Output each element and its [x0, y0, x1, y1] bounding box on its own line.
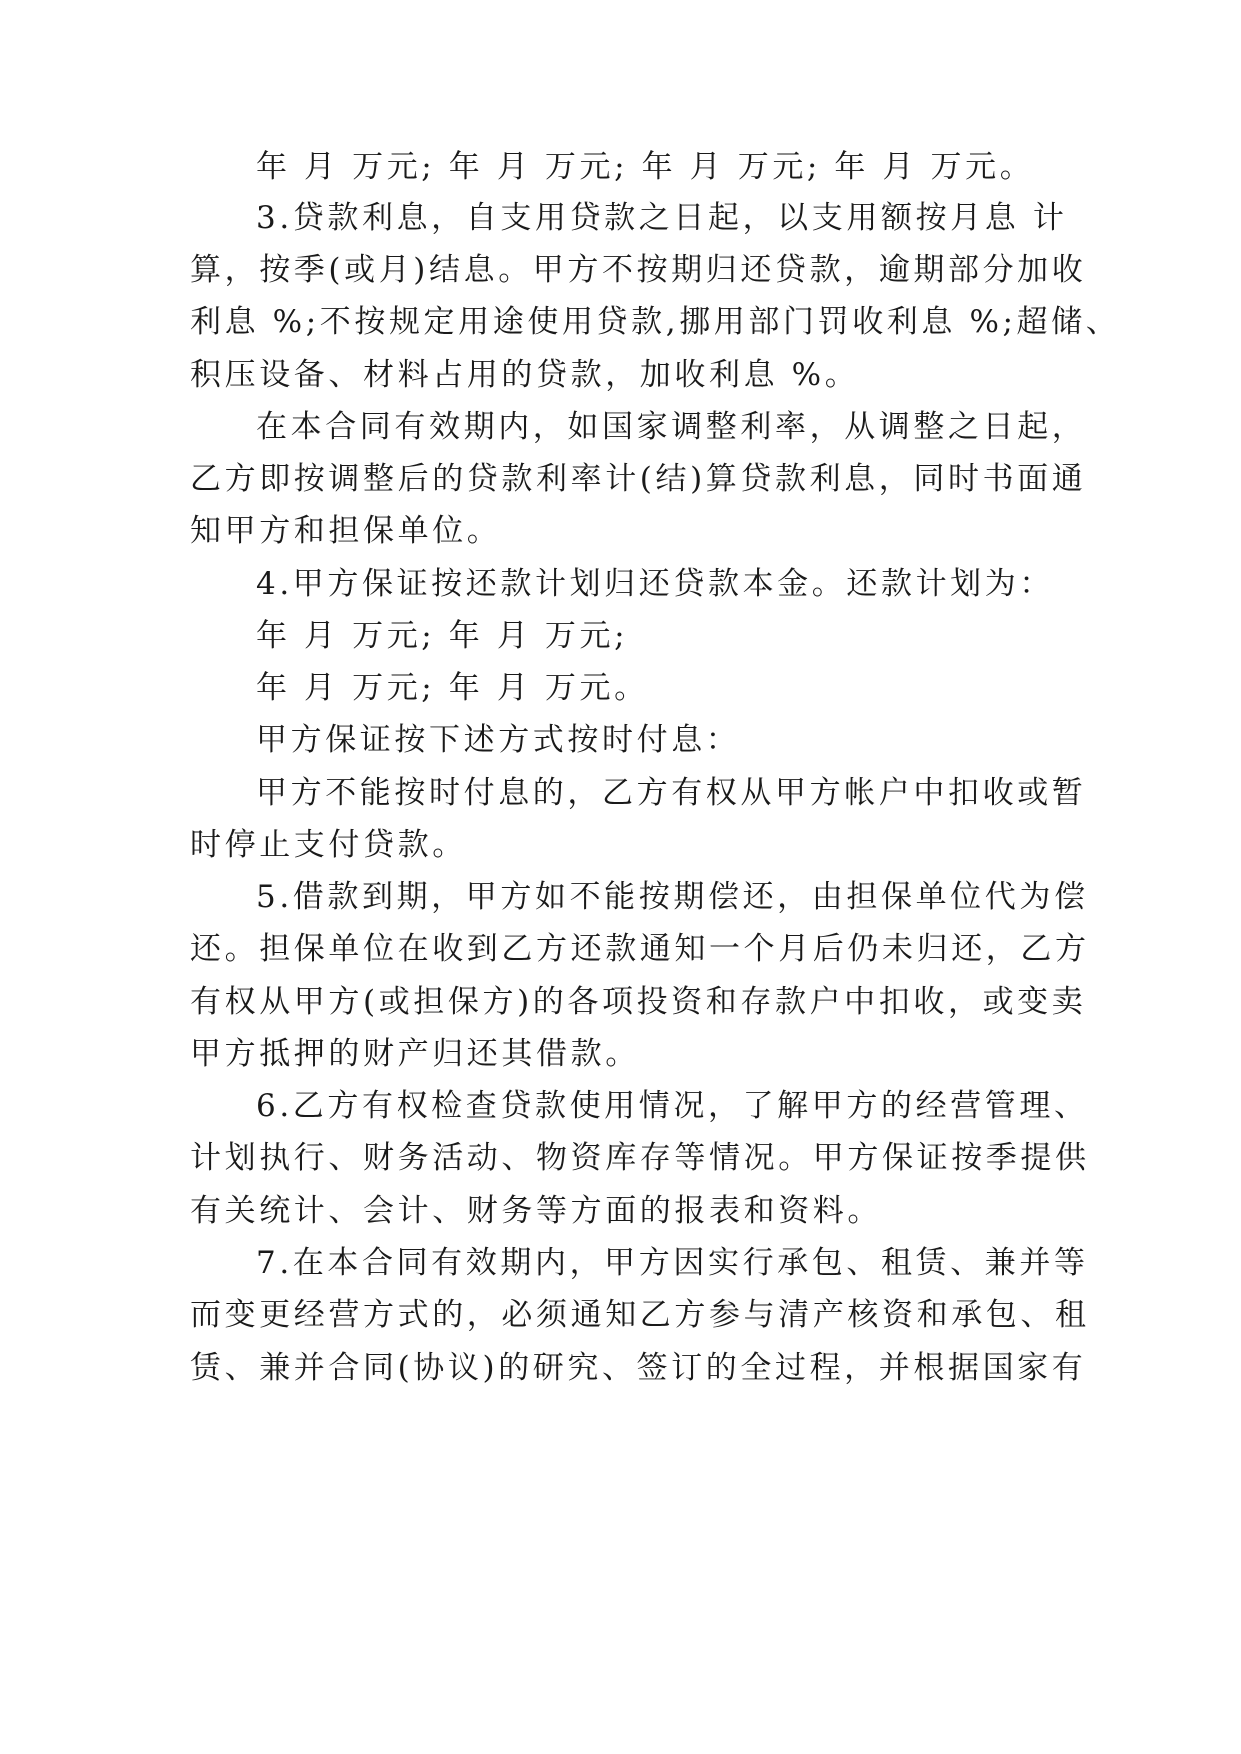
text-line: 乙方即按调整后的贷款利率计(结)算贷款利息，同时书面通 [190, 461, 1087, 497]
text-line: 计划执行、财务活动、物资库存等情况。甲方保证按季提供 [190, 1140, 1090, 1176]
text-line: 赁、兼并合同(协议)的研究、签订的全过程，并根据国家有 [190, 1350, 1087, 1386]
text-line: 甲方保证按下述方式按时付息： [256, 722, 741, 758]
text-line: 甲方抵押的财产归还其借款。 [190, 1036, 640, 1072]
text-line: 积压设备、材料占用的贷款，加收利息 %。 [190, 357, 860, 393]
text-line: 甲方不能按时付息的，乙方有权从甲方帐户中扣收或暂 [256, 775, 1087, 811]
text-line: 利息 %;不按规定用途使用贷款,挪用部门罚收利息 %;超储、 [190, 304, 1121, 340]
text-line: 在本合同有效期内，如国家调整利率，从调整之日起， [256, 409, 1087, 445]
text-line: 5.借款到期，甲方如不能按期偿还，由担保单位代为偿 [256, 879, 1089, 915]
text-line: 7.在本合同有效期内，甲方因实行承包、租赁、兼并等 [256, 1245, 1089, 1281]
text-line: 知甲方和担保单位。 [190, 513, 502, 549]
text-line: 4.甲方保证按还款计划归还贷款本金。还款计划为： [256, 566, 1054, 602]
text-line: 年 月 万元; 年 月 万元。 [256, 670, 649, 706]
text-line: 有关统计、会计、财务等方面的报表和资料。 [190, 1193, 882, 1229]
text-line: 年 月 万元; 年 月 万元; [256, 618, 629, 654]
text-line: 有权从甲方(或担保方)的各项投资和存款户中扣收，或变卖 [190, 984, 1087, 1020]
text-line: 3.贷款利息，自支用贷款之日起，以支用额按月息 计 [256, 200, 1068, 236]
text-line: 年 月 万元; 年 月 万元; 年 月 万元; 年 月 万元。 [256, 149, 1035, 185]
text-line: 算，按季(或月)结息。甲方不按期归还贷款，逾期部分加收 [190, 252, 1087, 288]
text-line: 6.乙方有权检查贷款使用情况，了解甲方的经营管理、 [256, 1088, 1089, 1124]
text-line: 时停止支付贷款。 [190, 827, 467, 863]
text-line: 还。担保单位在收到乙方还款通知一个月后仍未归还，乙方 [190, 931, 1090, 967]
text-line: 而变更经营方式的，必须通知乙方参与清产核资和承包、租 [190, 1297, 1090, 1333]
